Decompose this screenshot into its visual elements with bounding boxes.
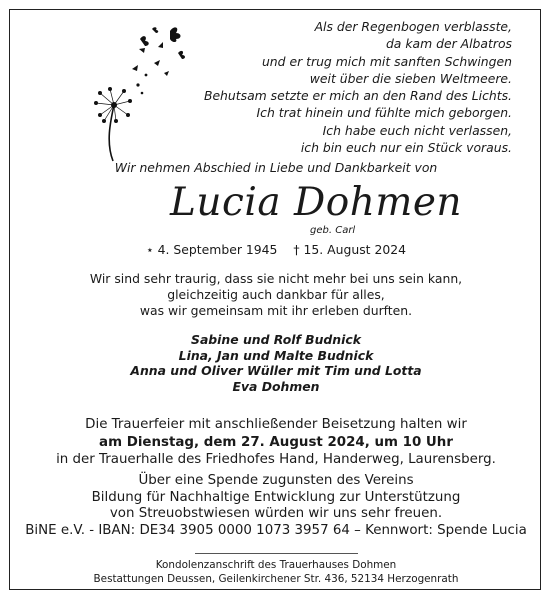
funeral-service (10, 416, 542, 469)
life-dates (10, 242, 542, 257)
family-member: Lina, Jan und Malte Budnick (178, 347, 374, 363)
donation-iban: BiNE e.V. - IBAN: DE34 3905 0000 1073 3957 64 – Kennwort: Spende Lucia (25, 522, 527, 538)
footer-line: Bestattungen Deussen, Geilenkirchener Str. 436, 52134 Herzogenrath (93, 572, 459, 585)
poem-line: und er trug mich mit sanften Schwingen (261, 53, 512, 69)
sorrow-line: was wir gemeinsam mit ihr erleben durften. (139, 303, 413, 318)
donation-line: Über eine Spende zugunsten des Vereins (138, 473, 414, 488)
birth-name: geb. Carl (310, 225, 356, 236)
deceased-name: Lucia Dohmen (170, 180, 463, 225)
family-member: Sabine und Rolf Budnick (191, 332, 361, 347)
sorrow-line: gleichzeitig auch dankbar für alles, (167, 287, 385, 302)
divider (195, 553, 358, 554)
intro-text: Wir nehmen Abschied in Liebe und Dankbarkeit von (114, 160, 438, 175)
family-member: Eva Dohmen (232, 378, 320, 394)
dandelion-butterflies-icon (66, 23, 196, 163)
sorrow-text (10, 271, 542, 319)
poem-line: da kam der Albatros (385, 36, 512, 52)
family-member: Anna und Oliver Wüller mit Tim und Lotta (130, 363, 422, 379)
service-date: am Dienstag, dem 27. August 2024, um 10 Uhr (99, 434, 453, 450)
poem-line: weit über die sieben Weltmeere. (309, 70, 512, 86)
service-location: in der Trauerhalle des Friedhofes Hand, Handerweg, Laurensberg. (56, 452, 496, 467)
death-date: † 15. August 2024 (293, 242, 407, 257)
donation-line: von Streuobstwiesen würden wir uns sehr freuen. (109, 506, 443, 522)
family-list (10, 332, 542, 394)
footer-line: Kondolenzanschrift des Trauerhauses Dohmen (155, 559, 397, 571)
obituary-notice (9, 9, 541, 590)
sorrow-line: Wir sind sehr traurig, dass sie nicht mehr bei uns sein kann, (89, 271, 463, 286)
poem-line: Behutsam setzte er mich an den Rand des Lichts. (203, 88, 512, 104)
poem (204, 18, 512, 156)
birth-date: ⋆ 4. September 1945 (145, 242, 278, 257)
poem-line: Ich habe euch nicht verlassen, (322, 122, 512, 138)
poem-line: Ich trat hinein und fühlte mich geborgen. (256, 105, 512, 121)
service-line: Die Trauerfeier mit anschließender Beisetzung halten wir (85, 417, 467, 432)
condolence-address (10, 559, 542, 586)
poem-line: Als der Regenbogen verblasste, (314, 19, 512, 34)
poem-line: ich bin euch nur ein Stück voraus. (300, 140, 512, 156)
donation-info (10, 473, 542, 539)
donation-line: Bildung für Nachhaltige Entwicklung zur Unterstützung (91, 489, 461, 505)
